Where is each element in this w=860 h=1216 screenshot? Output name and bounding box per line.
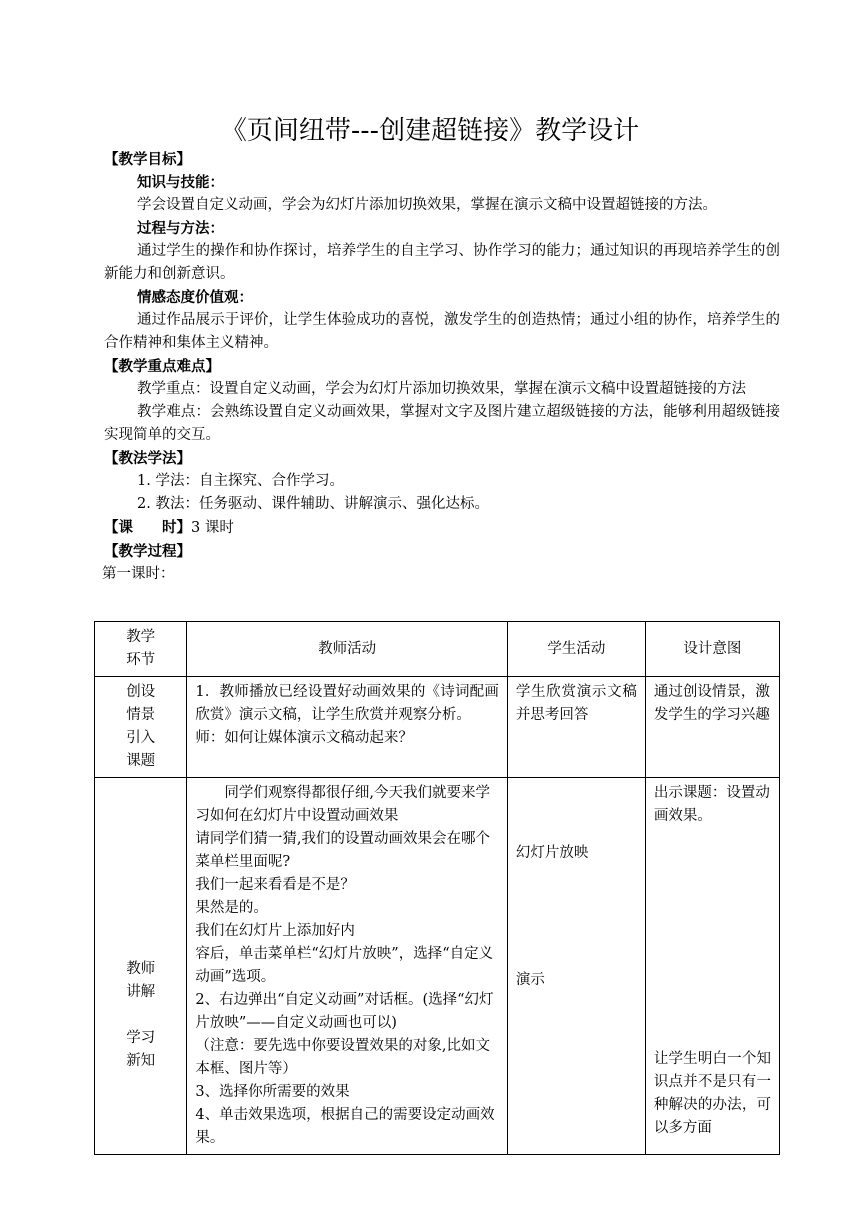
row1-student: 学生欣赏演示文稿并思考回答 [507,677,645,778]
document-title: 《页间纽带---创建超链接》教学设计 [220,116,640,146]
method-item: 1. 学法：自主探究、合作学习。 [137,473,344,489]
row2-student [507,778,645,1155]
keypoints-difficulty: 教学难点：会熟练设置自定义动画效果，掌握对文字及图片建立超级链接的方法，能够利用超级链接实现简单的交互。 [104,404,780,443]
teacher-line: 我们一起来看看是不是？ [195,877,355,893]
process-text: 通过学生的操作和协作探讨，培养学生的自主学习、协作学习的能力；通过知识的再现培养学生的创新能力和创新意识。 [104,243,780,282]
student-line: 幻灯片放映 [515,845,589,861]
teacher-line: 容后，单击菜单栏“幻灯片放映”，选择“自定义动画”选项。 [195,946,494,985]
lesson-label: 第一课时： [102,566,175,582]
stage-line: 课题 [126,753,156,769]
skill-label: 知识与技能： [137,174,224,191]
teacher-line: 师：如何让媒体演示文稿动起来？ [195,730,413,746]
teacher-line: （注意：要先选中你要设置效果的对象,比如文本框、图片等） [195,1038,490,1077]
keypoints-heading: 【教学重点难点】 [104,358,220,375]
table-row [95,778,780,1155]
stage-line: 引入 [126,730,156,746]
row1-stage [95,677,187,778]
stage-spacer [103,1004,178,1027]
teacher-line: 我们在幻灯片上添加好内 [195,923,355,939]
skill-text: 学会设置自定义动画，学会为幻灯片添加切换效果，掌握在演示文稿中设置超链接的方法。 [137,197,717,213]
intent-line: 出示课题：设置动画效果。 [653,785,770,824]
stage-line: 讲解 [126,984,156,1000]
header-student: 学生活动 [507,622,645,677]
header-intent: 设计意图 [645,622,779,677]
keypoints-focus: 教学重点：设置自定义动画，学会为幻灯片添加切换效果，掌握在演示文稿中设置超链接的方法 [137,381,746,397]
attitude-label: 情感态度价值观： [137,289,253,306]
process-heading: 【教学过程】 [104,543,191,560]
header-stage-line: 教学 [126,629,156,645]
row1-teacher [187,677,508,778]
attitude-text: 通过作品展示于评价，让学生体验成功的喜悦，激发学生的创造热情；通过小组的协作，培养学生的合作精神和集体主义精神。 [104,312,780,351]
hours-label: 【课 时】 [104,519,191,536]
row2-stage [95,778,187,1155]
stage-line: 情景 [126,707,156,723]
stage-line: 创设 [126,684,156,700]
process-label: 过程与方法： [137,220,224,237]
hours-line [104,516,780,540]
teacher-line: 果然是的。 [195,900,268,916]
teacher-line: 同学们观察得都很仔细,今天我们就要来学习如何在幻灯片中设置动画效果 [195,785,490,824]
lesson-table [94,621,780,1155]
method-item: 2. 教法：任务驱动、课件辅助、讲解演示、强化达标。 [137,496,489,512]
header-teacher: 教师活动 [187,622,508,677]
table-header-row [95,622,780,677]
teacher-line: 1．教师播放已经设置好动画效果的《诗词配画欣赏》演示文稿，让学生欣赏并观察分析。 [195,684,499,723]
table-row [95,677,780,778]
row2-intent [645,778,779,1155]
stage-line: 新知 [126,1053,156,1069]
student-line: 演示 [515,972,545,988]
document-body [104,148,780,586]
row1-intent: 通过创设情景，激发学生的学习兴趣 [645,677,779,778]
header-stage-line: 环节 [126,652,156,668]
row2-teacher [187,778,508,1155]
goals-heading: 【教学目标】 [104,151,191,168]
intent-spacer [654,828,771,1048]
teacher-line: 2、右边弹出“自定义动画”对话框。(选择“幻灯片放映”——自定义动画也可以) [195,992,494,1031]
stage-line: 学习 [126,1030,156,1046]
student-spacer [516,865,637,969]
methods-heading: 【教法学法】 [104,450,191,467]
stage-line: 教师 [126,961,156,977]
intent-line: 让学生明白一个知识点并不是只有一种解决的办法，可以多方面 [653,1051,771,1136]
hours-value: 3 课时 [191,520,234,536]
teacher-line: 4、单击效果选项，根据自己的需要设定动画效果。 [195,1107,495,1146]
header-stage [95,622,187,677]
teacher-line: 3、选择你所需要的效果 [195,1084,350,1100]
teacher-line: 请同学们猜一猜,我们的设置动画效果会在哪个菜单栏里面呢? [195,831,490,870]
